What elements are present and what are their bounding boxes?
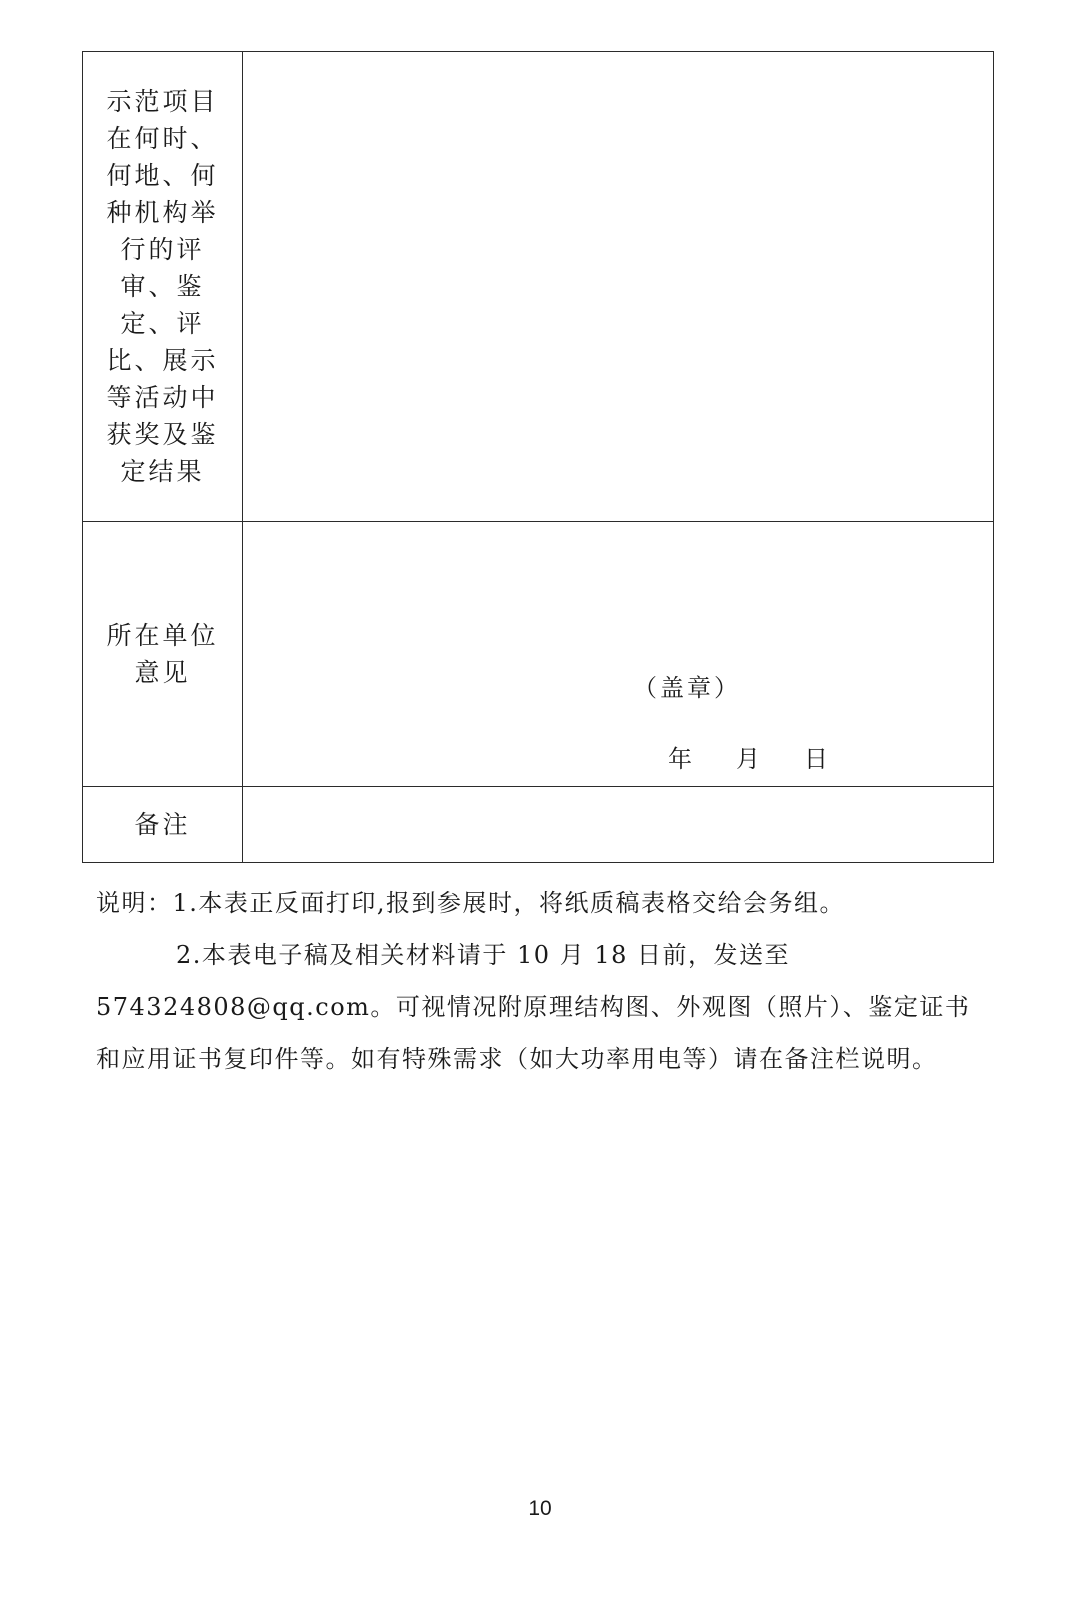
date-year: 年 [668, 745, 692, 773]
unit-opinion-label: 所在单位意见 [106, 621, 219, 687]
unit-opinion-value-cell[interactable] [243, 522, 994, 787]
date-day: 日 [804, 745, 828, 773]
date-month: 月 [736, 745, 760, 773]
unit-opinion-row [83, 522, 994, 787]
note-line-1: 说明：1.本表正反面打印,报到参展时，将纸质稿表格交给会务组。 [96, 889, 846, 917]
remark-label-cell [83, 787, 243, 863]
notes-section [96, 877, 1026, 1085]
note-line-3: 574324808@qq.com。可视情况附原理结构图、外观图（照片）、鉴定证书 [96, 993, 971, 1021]
remark-value-cell[interactable] [243, 787, 994, 863]
note-line-4: 和应用证书复印件等。如有特殊需求（如大功率用电等）请在备注栏说明。 [96, 1045, 938, 1073]
remark-label: 备注 [134, 810, 191, 839]
note-line-2: 2.本表电子稿及相关材料请于 10 月 18 日前，发送至 [176, 941, 790, 969]
page-number: 10 [528, 1497, 552, 1520]
unit-opinion-label-cell [83, 522, 243, 787]
seal-text: （盖章） [633, 674, 741, 702]
awards-value-cell[interactable] [243, 52, 994, 522]
awards-label: 示范项目在何时、何地、何种机构举行的评审、鉴定、评比、展示等活动中获奖及鉴定结果 [106, 87, 219, 486]
remark-row [83, 787, 994, 863]
awards-label-cell [83, 52, 243, 522]
date-line [668, 739, 828, 774]
awards-row [83, 52, 994, 522]
application-form-table [82, 51, 994, 863]
